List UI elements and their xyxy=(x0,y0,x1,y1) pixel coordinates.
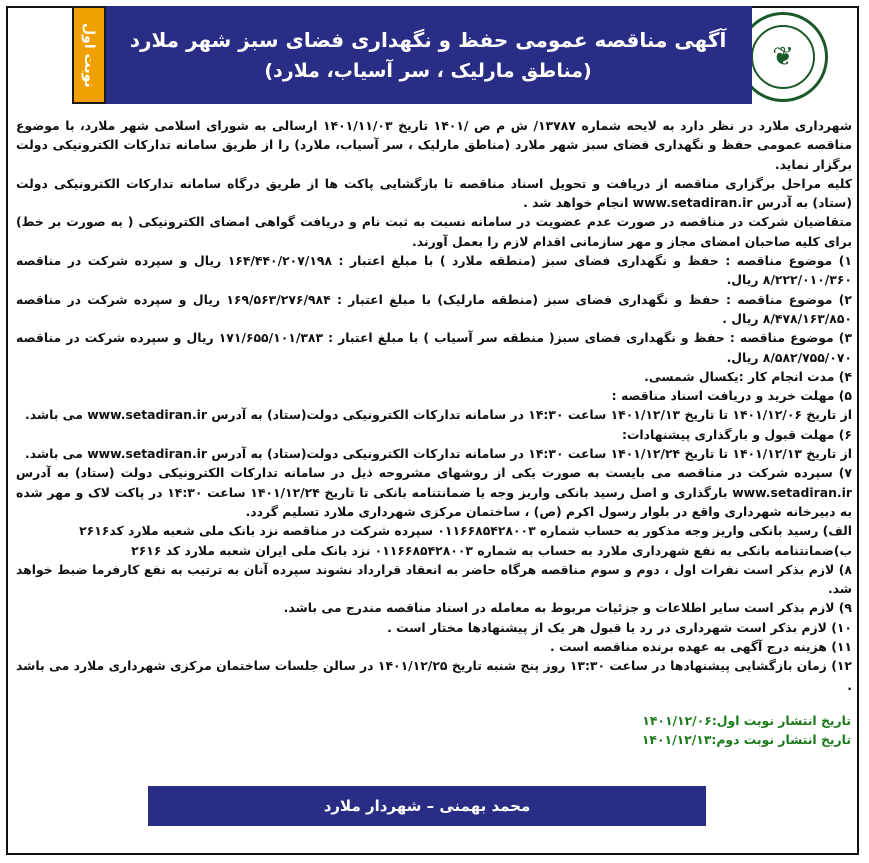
list-item-sub: ب)ضمانتنامه بانکی به نفع شهرداری ملارد به حساب به شماره ۰۱۱۶۶۸۵۴۲۸۰۰۳ نزد بانک ملی ایران شعبه ملارد کد ۲۶۱۶ xyxy=(131,542,852,558)
list-item: ۹) لازم بذکر است سایر اطلاعات و جزئیات مربوط به معامله در اسناد مناقصه مندرج می باشد. xyxy=(283,600,852,616)
list-item: ۸) لازم بذکر است نفرات اول ، دوم و سوم مناقصه هرگاه حاضر به انعقاد قرارداد نشوند سپرده آنان به ترتیب به نفع کارفرما ضبط خواهد شد. xyxy=(16,561,852,597)
stages-url-link[interactable]: www.setadiran.ir xyxy=(632,195,753,211)
title-banner xyxy=(104,6,752,104)
list-item: ۲) موضوع مناقصه : حفظ و نگهداری فضای سبز (منطقه مارلیک) با مبلغ اعتبار : ۱۶۹/۵۶۳/۲۷۶/۹۸۴ ریال و سپرده شرکت در مناقصه ۸/۴۷۸/۱۶۳/۸۵۰ ریال . xyxy=(16,291,852,326)
list-item: ۷) سپرده شرکت در مناقصه می بایست به صورت یکی از روشهای مشروحه ذیل در سامانه تدارکات الکترونیکی دولت (ستاد) به آدرس www.setadiran.ir بارگذاری و اصل رسید بانکی واریز وجه یا ضمانتنامه بانکی تا تاریخ ۱۴۰۱/۱۲/۲۴ ساعت ۱۴:۳۰ در پاکت لاک و مهر شده به دبیرخانه شهرداری واقع در بلوار رسول اکرم (ص) ، ساختمان مرکزی شهرداری ملارد تسلیم گردد. xyxy=(16,465,852,519)
second-publication-date: تاریخ انتشار نوبت دوم:۱۴۰۱/۱۲/۱۳ xyxy=(641,732,851,748)
page-title: آگهی مناقصه عمومی حفظ و نگهداری فضای سبز شهر ملارد xyxy=(129,28,727,52)
applicants-paragraph: متقاضیان شرکت در مناقصه در صورت عدم عضویت در سامانه نسبت به ثبت نام و دریافت گواهی امضای الکترونیکی ( به صورت بر خط) برای کلیه صاحبان امضای مجاز و مهر سازمانی اقدام لازم را بعمل آورند. xyxy=(16,214,852,249)
intro-paragraph: شهرداری ملارد در نظر دارد به لایحه شماره ۱۳۷۸۷/ ش م ص /۱۴۰۱ تاریخ ۱۴۰۱/۱۱/۰۳ ارسالی به شورای اسلامی شهر ملارد، با موضوع مناقصه عمومی حفظ و نگهداری فضای سبز شهر ملارد (مناطق مارلیک ، سر آسیاب، ملارد) را از طریق سامانه تدارکات الکترونیکی دولت برگزار نماید. xyxy=(16,118,852,172)
list-item: ۴) مدت انجام کار :یکسال شمسی. xyxy=(644,368,852,384)
stages-text: کلیه مراحل برگزاری مناقصه از دریافت و تحویل اسناد مناقصه تا بازگشایی پاکت ها از طریق درگاه سامانه تدارکات الکترونیکی دولت (ستاد) به آدرس xyxy=(16,175,852,211)
signature-banner: محمد بهمنی – شهردار ملارد xyxy=(148,786,706,826)
notice-body xyxy=(16,116,852,695)
list-item-sub: الف) رسید بانکی واریز وجه مذکور به حساب شماره ۰۱۱۶۶۸۵۴۲۸۰۰۳ سپرده شرکت در مناقصه نزد بانک ملی شعبه ملارد کد۲۶۱۶ xyxy=(79,523,852,539)
list-item: ۱) موضوع مناقصه : حفظ و نگهداری فضای سبز (منطقه ملارد ) با مبلغ اعتبار : ۱۶۴/۴۴۰/۲۰۷/۱۹۸ ریال و سپرده شرکت در مناقصه ۸/۲۲۲/۰۱۰/۳۶۰ ریال. xyxy=(16,253,852,288)
stages-end: انجام خواهد شد . xyxy=(523,195,629,211)
publication-dates xyxy=(642,711,851,750)
list-item: ۱۰) لازم بذکر است شهرداری در رد یا قبول هر یک از پیشنهادها مختار است . xyxy=(387,619,852,635)
list-item: ۵) مهلت خرید و دریافت اسناد مناقصه : xyxy=(611,388,852,404)
stages-paragraph xyxy=(16,174,852,213)
list-item: ۱۲) زمان بازگشایی پیشنهادها در ساعت ۱۳:۳۰ روز پنج شنبه تاریخ ۱۴۰۱/۱۲/۲۵ در سالن جلسات ساختمان مرکزی شهرداری ملارد می باشد . xyxy=(16,658,852,693)
edition-badge: نوبت اول xyxy=(72,6,106,104)
list-item-detail: از تاریخ ۱۴۰۱/۱۲/۰۶ تا تاریخ ۱۴۰۱/۱۲/۱۳ ساعت ۱۴:۳۰ در سامانه تدارکات الکترونیکی دولت(ستاد) به آدرس www.setadiran.ir می باشد. xyxy=(25,407,852,423)
page-subtitle: (مناطق مارلیک ، سر آسیاب، ملارد) xyxy=(264,60,592,82)
list-item: ۱۱) هزینه درج آگهی به عهده برنده مناقصه است . xyxy=(550,639,852,655)
list-item: ۶) مهلت قبول و بارگذاری پیشنهادات: xyxy=(622,426,852,442)
leaf-icon: ❦ xyxy=(751,25,815,89)
first-publication-date: تاریخ انتشار نوبت اول:۱۴۰۱/۱۲/۰۶ xyxy=(642,713,851,728)
list-item-detail: از تاریخ ۱۴۰۱/۱۲/۱۳ تا تاریخ ۱۴۰۱/۱۲/۲۴ ساعت ۱۴:۳۰ در سامانه تدارکات الکترونیکی دولت(ستاد) به آدرس www.setadiran.ir می باشد. xyxy=(25,446,852,462)
list-item: ۳) موضوع مناقصه : حفظ و نگهداری فضای سبز( منطقه سر آسیاب ) با مبلغ اعتبار : ۱۷۱/۶۵۵/۱۰۱/۳۸۳ ریال و سپرده شرکت در مناقصه ۸/۵۸۲/۷۵۵/۰۷۰ ریال. xyxy=(16,330,853,365)
